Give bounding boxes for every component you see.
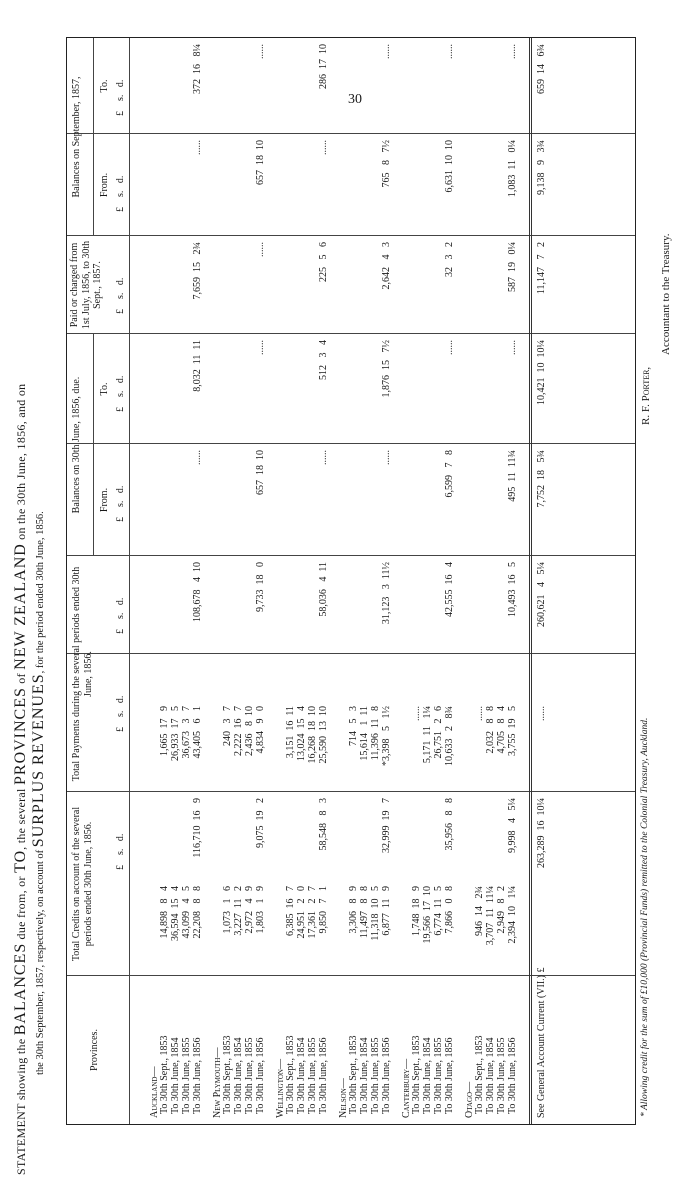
payment-value: 15,614 1 11: [359, 706, 370, 761]
totals-rule: [529, 38, 532, 1124]
credit-total: 9,075 19 2: [255, 798, 266, 848]
balance-1857-from-total: 9,138 9 3¾: [536, 140, 547, 195]
balance-1857-from: ......: [318, 140, 329, 155]
payment-value: 13,024 15 4: [296, 706, 307, 761]
payment-value: 4,834 9 0: [255, 706, 266, 754]
title-text: on the 30th June, 1856, and on: [14, 383, 28, 540]
paid-charged: 7,659 15 2¾: [192, 242, 203, 300]
credit-value: 22,208 8 8: [192, 886, 203, 939]
period-label: To 30th Sept., 1853: [222, 1035, 233, 1114]
payment-value: 43,405 6 1: [192, 706, 203, 759]
paid-total: 11,147 7 2: [536, 242, 547, 295]
balance-1857-to: 286 17 10: [318, 44, 329, 89]
title-text: due from, or: [14, 876, 28, 940]
payment-value: 10,633 2 8¾: [444, 706, 455, 766]
province-name: Otago—: [464, 1081, 475, 1118]
balance-1856-to-total: 10,421 10 10¼: [536, 340, 547, 405]
balance-1857-from: 6,631 10 10: [444, 140, 455, 193]
totals-label: See General Account Current (VII.) £: [536, 967, 547, 1118]
payment-value: ......: [411, 706, 422, 721]
period-label: To 30th June, 1854: [170, 1037, 181, 1114]
period-label: To 30th June, 1854: [359, 1037, 370, 1114]
credit-value: 1,748 18 9: [411, 886, 422, 936]
period-label: To 30th June, 1854: [233, 1037, 244, 1114]
credit-value: 2,972 4 9: [244, 886, 255, 934]
title-text: , for the period ended 30th June, 1856.: [35, 511, 46, 674]
currency-units: £ s. d.: [115, 485, 126, 522]
column-header: From.: [99, 172, 110, 198]
paid-charged: 2,642 4 3: [381, 242, 392, 290]
credit-value: 11,318 10 5: [370, 886, 381, 941]
balance-1856-from: ......: [381, 450, 392, 465]
balance-1856-to: ......: [507, 340, 518, 355]
column-header: Paid or charged from 1st July, 1856, to 30th Sept., 1857.: [69, 240, 103, 330]
paid-charged: ......: [255, 242, 266, 257]
credit-value: 14,898 8 4: [159, 886, 170, 939]
credit-value: 2,949 8 2: [496, 886, 507, 934]
balance-1856-to: ......: [255, 340, 266, 355]
balance-1856-to: ......: [444, 340, 455, 355]
title-new-zealand: NEW ZEALAND: [12, 543, 29, 670]
balance-1856-to: 1,876 15 7½: [381, 340, 392, 398]
credit-value: 3,227 11 2: [233, 886, 244, 936]
title-text: , the several: [14, 788, 28, 850]
payment-grand-placeholder: ......: [536, 706, 547, 721]
credit-value: 1,803 1 9: [255, 886, 266, 934]
title-text: STATEMENT showing the: [14, 1038, 28, 1175]
period-label: To 30th Sept., 1853: [474, 1035, 485, 1114]
credit-total: 58,548 8 3: [318, 798, 329, 851]
credit-grand-total: 263,289 16 10¼: [536, 798, 547, 868]
balance-1856-to: 8,032 11 11: [192, 340, 203, 392]
payment-value: 3,755 19 5: [507, 706, 518, 756]
credit-value: 19,566 17 10: [422, 886, 433, 944]
balance-1856-from-total: 7,752 18 5¾: [536, 450, 547, 508]
balance-1857-to: 372 16 8¼: [192, 44, 203, 94]
credit-value: 3,707 11 11¼: [485, 886, 496, 946]
payment-value: *3,398 5 1½: [381, 706, 392, 766]
credit-value: 7,866 0 8: [444, 886, 455, 934]
payment-value: 25,590 13 10: [318, 706, 329, 764]
period-label: To 30th June, 1856: [444, 1037, 455, 1114]
credit-value: 3,306 8 9: [348, 886, 359, 934]
column-divider: [67, 555, 635, 556]
period-label: To 30th June, 1855: [307, 1037, 318, 1114]
credit-value: 946 14 2¾: [474, 886, 485, 936]
province-name: Auckland—: [149, 1066, 160, 1118]
payment-value: 11,396 11 8: [370, 706, 381, 761]
period-label: To 30th June, 1856: [255, 1037, 266, 1114]
period-label: To 30th June, 1854: [422, 1037, 433, 1114]
credit-value: 1,073 1 6: [222, 886, 233, 934]
payment-total: 10,493 16 5: [507, 562, 518, 617]
period-label: To 30th June, 1854: [485, 1037, 496, 1114]
payment-value: 16,268 18 10: [307, 706, 318, 764]
payment-value: 714 5 3: [348, 706, 359, 746]
column-divider: [67, 333, 635, 334]
credit-value: 6,385 16 7: [285, 886, 296, 936]
column-divider: [67, 133, 635, 134]
period-label: To 30th June, 1855: [370, 1037, 381, 1114]
payment-total: 9,733 18 0: [255, 562, 266, 612]
column-header: From.: [99, 487, 110, 513]
paid-charged: 587 19 0¼: [507, 242, 518, 292]
credit-total: 9,998 4 5¼: [507, 798, 518, 853]
credit-value: 2,394 10 1¼: [507, 886, 518, 944]
payment-value: 1,665 17 9: [159, 706, 170, 756]
currency-units: £ s. d.: [115, 79, 126, 116]
balance-1857-to: ......: [507, 44, 518, 59]
payment-total: 58,036 4 11: [318, 562, 329, 617]
payment-value: 26,933 17 5: [170, 706, 181, 761]
province-name: Canterbury—: [401, 1058, 412, 1118]
period-label: To 30th June, 1856: [192, 1037, 203, 1114]
payment-value: 2,032 8 8: [485, 706, 496, 754]
balance-1856-to: 512 3 4: [318, 340, 329, 380]
payment-value: 36,673 3 7: [181, 706, 192, 759]
paid-charged: 225 5 6: [318, 242, 329, 282]
credit-value: 6,877 11 9: [381, 886, 392, 936]
column-header: Total Payments during the several periods ended 30th June, 1856.: [71, 566, 94, 782]
period-label: To 30th Sept., 1853: [285, 1035, 296, 1114]
province-name: Wellington—: [275, 1059, 286, 1118]
currency-units: £ s. d.: [115, 277, 126, 314]
payment-value: 5,171 11 1¼: [422, 706, 433, 764]
statement-title-line2: [30, 511, 48, 1075]
subheader-rule: [93, 334, 94, 556]
currency-units: £ s. d.: [115, 597, 126, 634]
column-divider: [67, 653, 635, 654]
period-label: To 30th June, 1856: [381, 1037, 392, 1114]
column-header: To.: [99, 382, 110, 396]
payment-value: 2,436 8 10: [244, 706, 255, 756]
credit-total: 116,710 16 9: [192, 798, 203, 858]
balance-1856-from: 495 11 11¾: [507, 450, 518, 502]
credit-total: 32,999 19 7: [381, 798, 392, 853]
payment-grand-total: 260,621 4 5¼: [536, 562, 547, 627]
column-header: Balances on 30th June, 1856, due.: [71, 376, 82, 514]
province-name: Nelson—: [338, 1078, 349, 1118]
period-label: To 30th June, 1856: [318, 1037, 329, 1114]
column-header: To.: [99, 79, 110, 93]
payment-total: 108,678 4 10: [192, 562, 203, 622]
period-label: To 30th June, 1855: [496, 1037, 507, 1114]
payment-value: 26,751 2 6: [433, 706, 444, 759]
balance-1857-to: ......: [255, 44, 266, 59]
period-label: To 30th Sept., 1853: [411, 1035, 422, 1114]
currency-units: £ s. d.: [115, 375, 126, 412]
header-rule: [129, 38, 130, 1124]
currency-units: £ s. d.: [115, 833, 126, 870]
credit-value: 43,099 4 5: [181, 886, 192, 939]
period-label: To 30th Sept., 1853: [159, 1035, 170, 1114]
title-to: TO: [12, 849, 29, 873]
column-header: Total Credits on account of the several periods ended 30th June, 1856.: [71, 806, 94, 962]
province-name: New Plymouth—: [212, 1047, 223, 1118]
payment-value: 4,705 8 4: [496, 706, 507, 754]
balance-1857-to: ......: [381, 44, 392, 59]
period-label: To 30th Sept., 1853: [348, 1035, 359, 1114]
credit-value: 36,594 15 4: [170, 886, 181, 941]
statement-title-line1: [12, 25, 30, 1175]
signature-name: R. F. Porter,: [640, 366, 652, 425]
title-surplus-revenues: SURPLUS REVENUES: [30, 673, 47, 848]
column-divider: [67, 235, 635, 236]
column-header: Provinces.: [89, 1029, 100, 1071]
payment-value: 240 3 7: [222, 706, 233, 746]
payment-value: ......: [474, 706, 485, 721]
period-label: To 30th June, 1856: [507, 1037, 518, 1114]
balance-1856-from: ......: [192, 450, 203, 465]
period-label: To 30th June, 1855: [244, 1037, 255, 1114]
credit-value: 6,774 11 5: [433, 886, 444, 936]
balance-1857-from: 765 8 7½: [381, 140, 392, 188]
balance-1857-from: 1,083 11 0¼: [507, 140, 518, 198]
payment-total: 31,123 3 11½: [381, 562, 392, 625]
currency-units: £ s. d.: [115, 175, 126, 212]
signature-title: Accountant to the Treasury.: [660, 233, 672, 355]
balance-1857-to-total: 659 14 6¾: [536, 44, 547, 94]
payment-total: 42,555 16 4: [444, 562, 455, 617]
title-balances: BALANCES: [12, 942, 29, 1036]
page-number: 30: [348, 92, 362, 107]
subheader-rule: [93, 38, 94, 236]
period-label: To 30th June, 1855: [181, 1037, 192, 1114]
balance-1856-from: ......: [318, 450, 329, 465]
balance-1857-from: 657 18 10: [255, 140, 266, 185]
period-label: To 30th June, 1854: [296, 1037, 307, 1114]
balances-table: [66, 37, 636, 1125]
balance-1857-to: ......: [444, 44, 455, 59]
title-provinces: PROVINCES: [12, 687, 29, 785]
currency-units: £ s. d.: [115, 695, 126, 732]
credit-total: 35,956 8 8: [444, 798, 455, 851]
credit-value: 17,361 2 7: [307, 886, 318, 939]
paid-charged: 32 3 2: [444, 242, 455, 277]
title-text: of: [14, 673, 28, 684]
column-header: Balances on September, 1857,: [71, 76, 82, 198]
period-label: To 30th June, 1855: [433, 1037, 444, 1114]
credit-value: 24,951 2 0: [296, 886, 307, 939]
balance-1857-from: ......: [192, 140, 203, 155]
balance-1856-from: 6,599 7 8: [444, 450, 455, 498]
title-text: the 30th September, 1857, respectively, on account of: [35, 849, 46, 1075]
column-divider: [67, 443, 635, 444]
payment-value: 2,222 16 7: [233, 706, 244, 756]
credit-value: 9,850 7 1: [318, 886, 329, 934]
payment-value: 3,151 16 11: [285, 706, 296, 759]
balance-1856-from: 657 18 10: [255, 450, 266, 495]
footnote: * Allowing credit for the sum of £10,000 (Provincial Funds) remitted to the Colonial Treasury, Auckland.: [640, 717, 650, 1117]
credit-value: 11,497 8 8: [359, 886, 370, 939]
